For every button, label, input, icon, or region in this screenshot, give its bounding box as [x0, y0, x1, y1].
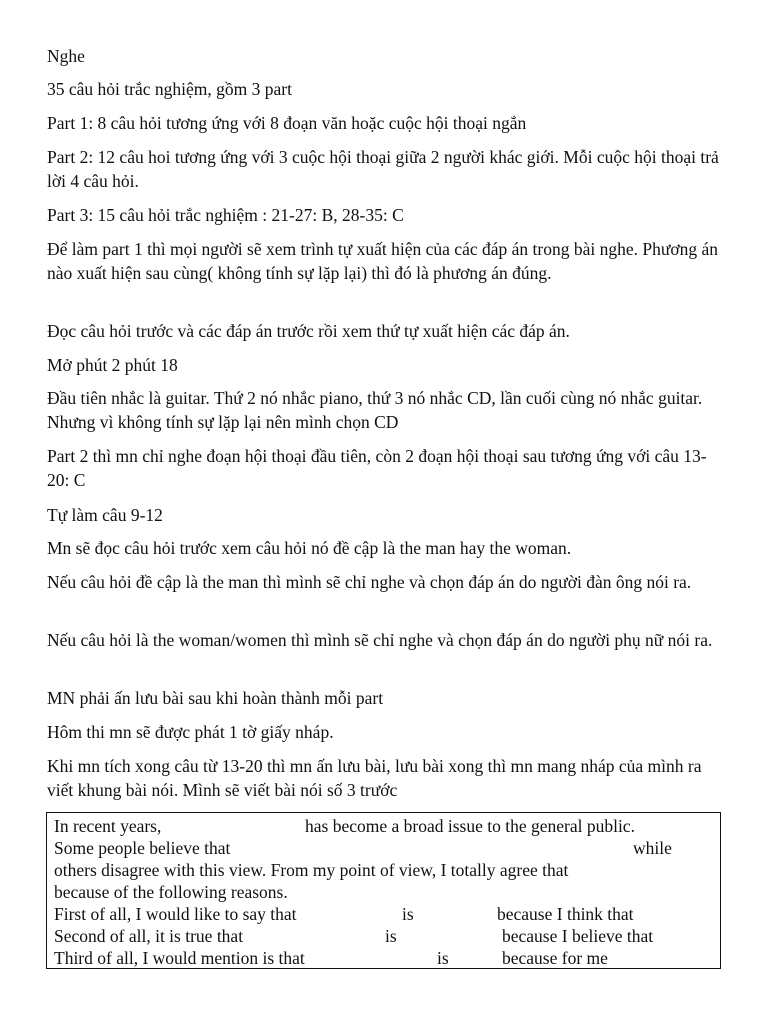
template-line-3: others disagree with this view. From my point of view, I totally agree that	[54, 860, 569, 880]
paragraph: Nghe	[47, 46, 85, 66]
speaking-template-box	[46, 812, 721, 969]
template-line-7-start: Third of all, I would mention is that	[54, 948, 305, 968]
template-line-6-start: Second of all, it is true that	[54, 926, 244, 946]
paragraph: Hôm thi mn sẽ được phát 1 tờ giấy nháp.	[47, 722, 334, 742]
paragraph: Để làm part 1 thì mọi người sẽ xem trình tự xuất hiện của các đáp án trong bài nghe. Phương án nào xuất hiện sau cùng( không tính sự lặp lại) thì đó là phương án đúng.	[47, 239, 718, 283]
template-line-7-end: because for me	[502, 948, 608, 968]
template-line-7-is: is	[437, 948, 449, 968]
paragraph: Đọc câu hỏi trước và các đáp án trước rồi xem thứ tự xuất hiện các đáp án.	[47, 321, 570, 341]
paragraph: Mn sẽ đọc câu hỏi trước xem câu hỏi nó đề cập là the man hay the woman.	[47, 538, 572, 558]
paragraph: Mở phút 2 phút 18	[47, 355, 178, 375]
paragraph: Khi mn tích xong câu từ 13-20 thì mn ấn lưu bài, lưu bài xong thì mn mang nháp của mình ra viết khung bài nói. Mình sẽ viết bài nói số 3 trước	[47, 756, 702, 800]
template-line-6-end: because I believe that	[502, 926, 654, 946]
template-line-2-start: Some people believe that	[54, 838, 231, 858]
template-line-5-is: is	[402, 904, 414, 924]
paragraph: Part 2 thì mn chỉ nghe đoạn hội thoại đầu tiên, còn 2 đoạn hội thoại sau tương ứng với câu 13-20: C	[47, 446, 707, 490]
template-line-1-start: In recent years,	[54, 816, 162, 836]
template-line-1-end: has become a broad issue to the general public.	[305, 816, 635, 836]
paragraph: Đầu tiên nhắc là guitar. Thứ 2 nó nhắc piano, thứ 3 nó nhắc CD, lần cuối cùng nó nhắc guitar. Nhưng vì không tính sự lặp lại nên mình chọn CD	[47, 388, 703, 432]
paragraph: MN phải ấn lưu bài sau khi hoàn thành mỗi part	[47, 688, 384, 708]
template-line-5-start: First of all, I would like to say that	[54, 904, 297, 924]
paragraph: Part 2: 12 câu hoi tương ứng với 3 cuộc hội thoại giữa 2 người khác giới. Mỗi cuộc hội thoại trả lời 4 câu hỏi.	[47, 147, 719, 191]
template-line-2-end: while	[633, 838, 672, 858]
template-line-4: because of the following reasons.	[54, 882, 288, 902]
template-line-6-is: is	[385, 926, 397, 946]
paragraph: Nếu câu hỏi là the woman/women thì mình sẽ chỉ nghe và chọn đáp án do người phụ nữ nói ra.	[47, 630, 713, 650]
paragraph: Tự làm câu 9-12	[47, 505, 163, 525]
paragraph: Nếu câu hỏi đề cập là the man thì mình sẽ chỉ nghe và chọn đáp án do người đàn ông nói ra.	[47, 572, 692, 592]
paragraph: 35 câu hỏi trắc nghiệm, gồm 3 part	[47, 79, 292, 99]
paragraph: Part 3: 15 câu hỏi trắc nghiệm : 21-27: B, 28-35: C	[47, 205, 404, 225]
paragraph: Part 1: 8 câu hỏi tương ứng với 8 đoạn văn hoặc cuộc hội thoại ngắn	[47, 113, 527, 133]
template-line-5-end: because I think that	[497, 904, 634, 924]
